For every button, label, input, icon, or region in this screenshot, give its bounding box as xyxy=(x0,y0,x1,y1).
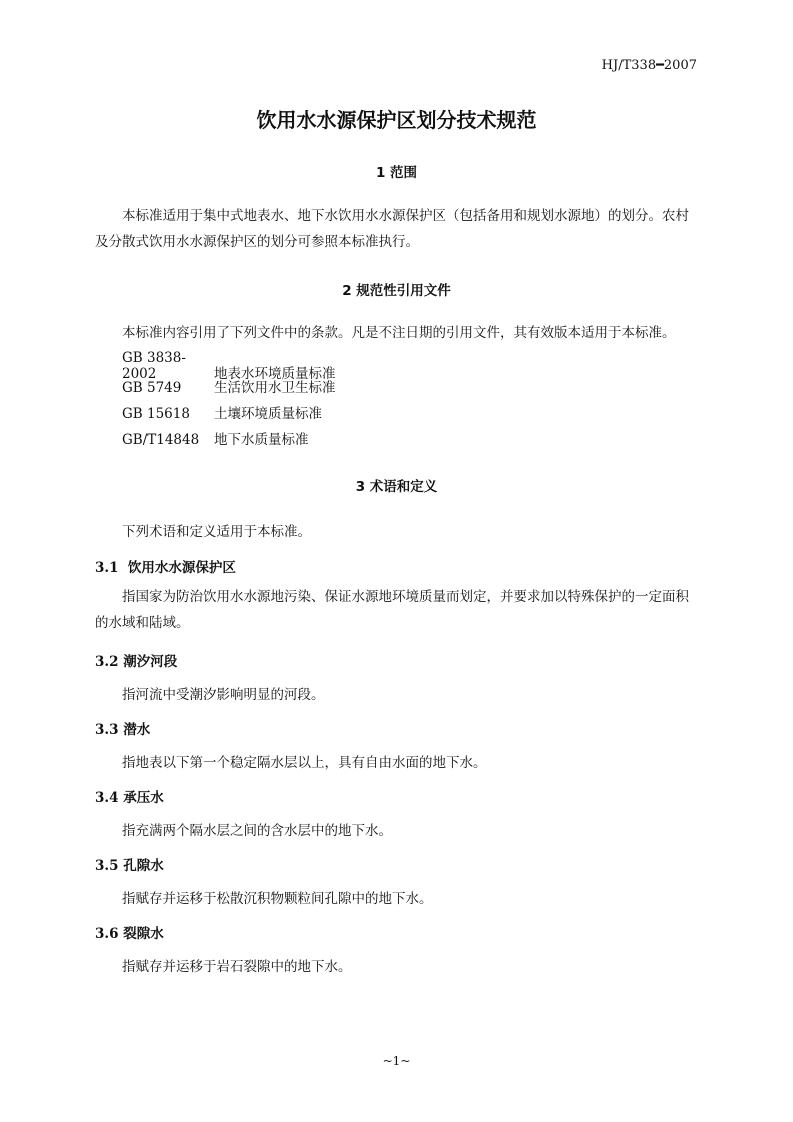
term-definition: 指河流中受潮汐影响明显的河段。 xyxy=(122,687,325,703)
standard-number: HJ/T338━2007 xyxy=(601,58,697,73)
reference-item xyxy=(122,402,322,422)
section-1-heading: 1 范围 xyxy=(375,165,418,181)
reference-title: 生活饮用水卫生标准 xyxy=(214,380,336,396)
term-heading xyxy=(95,854,164,874)
term-name: 裂隙水 xyxy=(123,926,164,942)
reference-code: GB 15618 xyxy=(122,406,190,422)
term-number: 3.2 xyxy=(95,654,119,670)
term-name: 饮用水水源保护区 xyxy=(127,560,236,576)
term-definition: 指国家为防治饮用水水源地污染、保证水源地环境质量而划定，并要求加以特殊保护的一定面积的水域和陆域。 xyxy=(95,589,689,631)
reference-title: 土壤环境质量标准 xyxy=(214,406,322,422)
term-number: 3.5 xyxy=(95,858,119,874)
term-heading xyxy=(95,556,236,576)
term-definition: 指地表以下第一个稳定隔水层以上，具有自由水面的地下水。 xyxy=(122,755,487,771)
reference-code: GB/T14848 xyxy=(122,432,200,448)
document-title: 饮用水水源保护区划分技术规范 xyxy=(256,108,537,132)
section-1-text: 本标准适用于集中式地表水、地下水饮用水水源保护区（包括备用和规划水源地）的划分。农村及分散式饮用水水源保护区的划分可参照本标准执行。 xyxy=(95,208,689,250)
reference-code: GB 5749 xyxy=(122,380,182,396)
term-heading xyxy=(95,650,177,670)
term-name: 孔隙水 xyxy=(123,858,164,874)
term-heading xyxy=(95,922,164,942)
term-number: 3.4 xyxy=(95,790,119,806)
term-number: 3.1 xyxy=(95,560,119,576)
term-definition: 指赋存并运移于岩石裂隙中的地下水。 xyxy=(122,959,352,975)
reference-item xyxy=(122,376,336,396)
term-number: 3.6 xyxy=(95,926,119,942)
section-2-intro: 本标准内容引用了下列文件中的条款。凡是不注日期的引用文件，其有效版本适用于本标准。 xyxy=(122,325,676,341)
reference-item xyxy=(122,428,309,448)
reference-code: GB 3838-2002 xyxy=(122,350,186,382)
term-name: 潜水 xyxy=(123,722,151,738)
section-3-intro: 下列术语和定义适用于本标准。 xyxy=(122,524,311,540)
section-3-heading: 3 术语和定义 xyxy=(355,479,438,495)
term-definition: 指赋存并运移于松散沉积物颗粒间孔隙中的地下水。 xyxy=(122,891,433,907)
term-definition: 指充满两个隔水层之间的含水层中的地下水。 xyxy=(122,823,392,839)
term-heading xyxy=(95,718,150,738)
reference-title: 地下水质量标准 xyxy=(214,432,309,448)
term-name: 潮汐河段 xyxy=(123,654,178,670)
term-name: 承压水 xyxy=(123,790,164,806)
term-number: 3.3 xyxy=(95,722,119,738)
term-heading xyxy=(95,786,164,806)
page-number: ~1~ xyxy=(382,1054,411,1068)
reference-title: 地表水环境质量标准 xyxy=(214,366,336,382)
section-2-heading: 2 规范性引用文件 xyxy=(342,283,451,299)
